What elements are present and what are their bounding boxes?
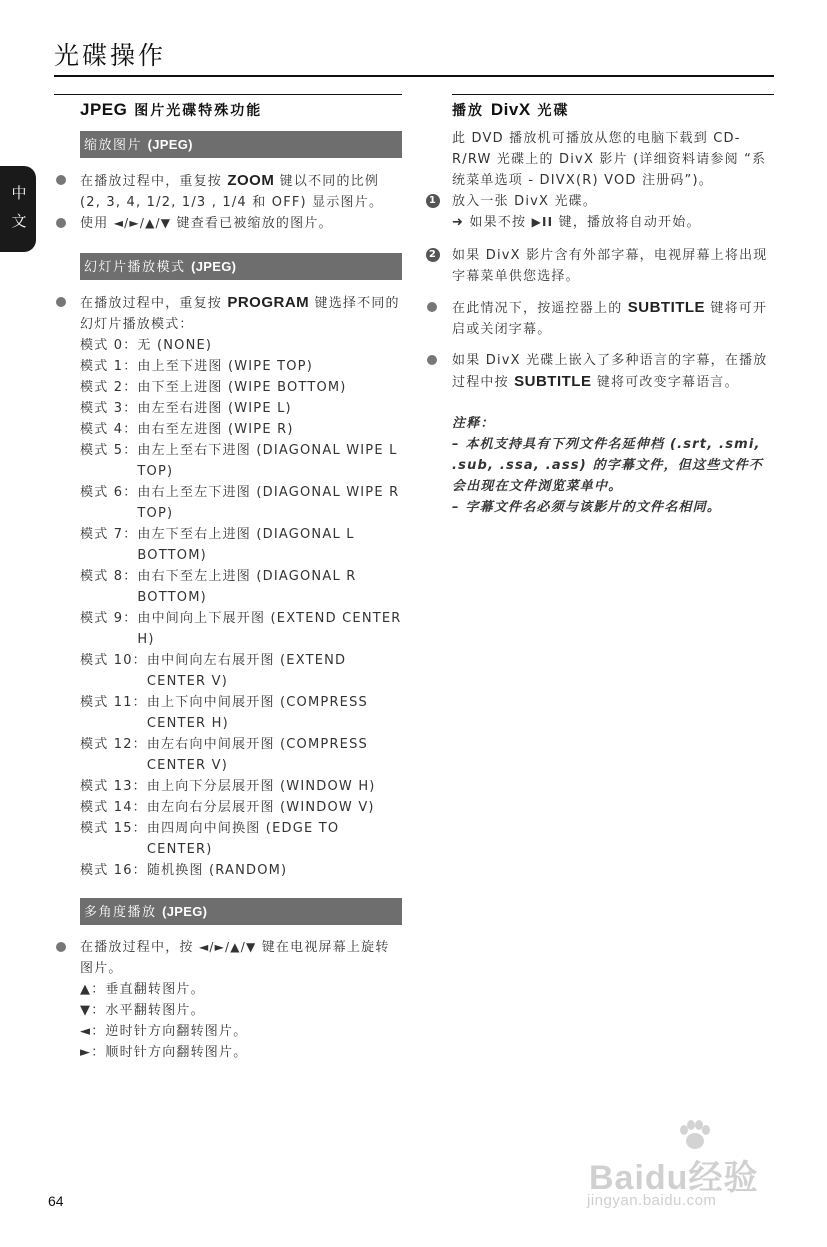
step-1-sub-pre: 如果不按 [464, 215, 532, 230]
zoom-subheader-label: 缩放图片 [84, 138, 148, 153]
mode-value: 由右下至左上进图 (DIAGONAL R BOTTOM) [137, 569, 357, 605]
divx-title-pre: 播放 [452, 103, 491, 119]
subtitle-key: SUBTITLE [627, 299, 706, 316]
mode-key: 模式 11： [80, 695, 147, 710]
slideshow-subheader-label: 幻灯片播放模式 [84, 260, 192, 275]
divx-section-title [452, 94, 774, 122]
angle-line-1: ▲：垂直翻转图片。 [80, 982, 205, 997]
divx-bullet-2 [452, 350, 774, 393]
divx-b1-pre: 在此情况下，按遥控器上的 [452, 301, 628, 316]
mode-value: 由左向右分层展开图 (WINDOW V) [146, 800, 375, 815]
jpeg-section-title [54, 94, 402, 122]
mode-value: 由左上至右下进图 (DIAGONAL WIPE L TOP) [137, 443, 398, 479]
bullet-dot [427, 302, 437, 312]
mode-key: 模式 2： [80, 380, 138, 395]
bullet-dot [56, 297, 66, 307]
angle-b1-post: 键在电视屏幕上旋转图片。 [80, 940, 390, 976]
mode-item-11 [54, 692, 402, 734]
mode-key: 模式 16： [80, 863, 147, 878]
mode-value: 由中间向上下展开图 (EXTEND CENTER H) [137, 611, 402, 647]
step-2-text: 如果 DivX 影片含有外部字幕，电视屏幕上将出现字幕菜单供您选择。 [452, 248, 768, 284]
mode-key: 模式 15： [80, 821, 147, 836]
paw-logo-icon [677, 1120, 711, 1150]
bullet-dot [56, 218, 66, 228]
mode-value: 由上向下分层展开图 (WINDOW H) [146, 779, 376, 794]
angle-bullet [54, 937, 402, 979]
bullet-dot [56, 175, 66, 185]
slideshow-b1-post: 键选择不同的幻灯片播放模式： [80, 296, 400, 332]
mode-item-8 [54, 566, 402, 608]
mode-item-6 [54, 482, 402, 524]
zoom-b2-pre: 使用 [80, 216, 114, 231]
divx-b1-post: 键将可开启或关闭字幕。 [452, 301, 768, 337]
program-key: PROGRAM [227, 294, 310, 311]
angle-line-4: ►：顺时针方向翻转图片。 [80, 1045, 248, 1060]
slideshow-subheader [80, 253, 402, 280]
baidu-watermark [585, 1120, 775, 1210]
arrow-keys-icon: ◄/►/▲/▼ [198, 940, 257, 954]
divx-b2-post: 键将可改变字幕语言。 [591, 375, 739, 390]
divx-b2-pre: 如果 DivX 光碟上嵌入了多种语言的字幕，在播放过程中按 [452, 353, 768, 390]
slideshow-subheader-strong: (JPEG) [191, 259, 237, 274]
mode-item-2 [54, 377, 402, 398]
angle-line-2: ▼：水平翻转图片。 [80, 1003, 205, 1018]
mode-key: 模式 8： [80, 569, 138, 584]
mode-key: 模式 4： [80, 422, 138, 437]
mode-key: 模式 7： [80, 527, 138, 542]
mode-key: 模式 1： [80, 359, 138, 374]
watermark-url: jingyan.baidu.com [587, 1192, 717, 1209]
slideshow-bullet [54, 292, 402, 335]
mode-item-13 [54, 776, 402, 797]
mode-key: 模式 10： [80, 653, 147, 668]
step-1-sub-post: 键，播放将自动开始。 [553, 215, 701, 230]
mode-item-16 [54, 860, 402, 881]
angle-subheader [80, 898, 402, 925]
mode-key: 模式 5： [80, 443, 138, 458]
language-tab-char-2: 文 [11, 212, 27, 230]
zoom-subheader-strong: (JPEG) [147, 137, 193, 152]
zoom-key: ZOOM [227, 172, 275, 189]
slideshow-b1-pre: 在播放过程中，重复按 [80, 296, 228, 311]
title-rule [54, 75, 774, 77]
mode-value: 由右上至左下进图 (DIAGONAL WIPE R TOP) [137, 485, 400, 521]
mode-item-14 [54, 797, 402, 818]
left-column [54, 94, 402, 1063]
mode-key: 模式 0： [80, 338, 138, 353]
mode-item-15 [54, 818, 402, 860]
mode-item-3 [54, 398, 402, 419]
zoom-b1-pre: 在播放过程中，重复按 [80, 174, 228, 189]
mode-key: 模式 3： [80, 401, 138, 416]
jpeg-section-title-strong: JPEG [80, 100, 128, 119]
page-number: 64 [48, 1193, 64, 1209]
play-pause-icon: ▶II [531, 215, 554, 229]
zoom-bullet-1 [54, 170, 402, 213]
step-1-number-icon: 1 [426, 194, 440, 208]
mode-item-1 [54, 356, 402, 377]
mode-value: 由左至右进图 (WIPE L) [137, 401, 292, 416]
angle-line-3: ◄：逆时针方向翻转图片。 [80, 1024, 248, 1039]
mode-item-4 [54, 419, 402, 440]
mode-value: 由四周向中间换图 (EDGE TO CENTER) [146, 821, 340, 857]
mode-key: 模式 13： [80, 779, 147, 794]
mode-item-12 [54, 734, 402, 776]
mode-item-9 [54, 608, 402, 650]
arrow-keys-icon: ◄/►/▲/▼ [113, 216, 172, 230]
arrow-right-icon: ➜ [452, 215, 465, 230]
zoom-subheader [80, 131, 402, 158]
note-2: – 字幕文件名必须与该影片的文件名相同。 [452, 500, 722, 515]
mode-key: 模式 6： [80, 485, 138, 500]
mode-item-7 [54, 524, 402, 566]
divx-step-2 [428, 245, 774, 287]
divx-title-post: 光碟 [530, 103, 570, 119]
mode-value: 由中间向左右展开图 (EXTEND CENTER V) [146, 653, 347, 689]
mode-item-0 [54, 335, 402, 356]
language-tab-char-1: 中 [11, 184, 27, 202]
subtitle-key: SUBTITLE [514, 373, 592, 390]
mode-key: 模式 14： [80, 800, 147, 815]
mode-item-10 [54, 650, 402, 692]
bullet-dot [427, 355, 437, 365]
mode-value: 随机换图 (RANDOM) [146, 863, 288, 878]
mode-key: 模式 12： [80, 737, 147, 752]
note-title: 注释： [452, 416, 495, 431]
mode-value: 由上至下进图 (WIPE TOP) [137, 359, 313, 374]
watermark-brand: Baidu经验 [589, 1159, 759, 1197]
divx-intro: 此 DVD 播放机可播放从您的电脑下载到 CD-R/RW 光碟上的 DivX 影片 (详细资料请参阅 “系统菜单选项 - DIVX(R) VOD 注册码”)。 [452, 131, 767, 188]
language-tab [0, 166, 36, 252]
slideshow-mode-list [54, 335, 402, 881]
page-title: 光碟操作 [54, 41, 167, 70]
mode-value: 由下至上进图 (WIPE BOTTOM) [137, 380, 347, 395]
divx-bullet-1 [452, 297, 774, 340]
mode-value: 由左右向中间展开图 (COMPRESS CENTER V) [146, 737, 368, 773]
bullet-dot [56, 942, 66, 952]
divx-step-1-sub [452, 212, 774, 233]
mode-value: 由左下至右上进图 (DIAGONAL L BOTTOM) [137, 527, 355, 563]
jpeg-section-title-rest: 图片光碟特殊功能 [127, 103, 263, 119]
zoom-b1-post: 键以不同的比例 (2, 3, 4, 1/2, 1/3 , 1/4 和 OFF) 显示图片。 [80, 174, 384, 210]
divx-title-strong: DivX [490, 100, 531, 119]
mode-value: 由上下向中间展开图 (COMPRESS CENTER H) [146, 695, 368, 731]
zoom-b2-post: 键查看已被缩放的图片。 [171, 216, 333, 231]
mode-value: 无 (NONE) [137, 338, 213, 353]
zoom-bullet-2 [54, 213, 402, 234]
angle-b1-pre: 在播放过程中，按 [80, 940, 199, 955]
step-1-text: 放入一张 DivX 光碟。 [452, 194, 598, 209]
mode-key: 模式 9： [80, 611, 138, 626]
step-2-number-icon: 2 [426, 248, 440, 262]
right-column [428, 94, 774, 518]
mode-item-5 [54, 440, 402, 482]
angle-subheader-label: 多角度播放 [84, 905, 163, 920]
angle-subheader-strong: (JPEG) [162, 904, 208, 919]
divx-step-1 [428, 191, 774, 212]
mode-value: 由右至左进图 (WIPE R) [137, 422, 294, 437]
note-1: – 本机支持具有下列文件名延伸档 (.srt, .smi, .sub, .ssa, .ass) 的字幕文件，但这些文件不会出现在文件浏览菜单中。 [452, 437, 764, 494]
